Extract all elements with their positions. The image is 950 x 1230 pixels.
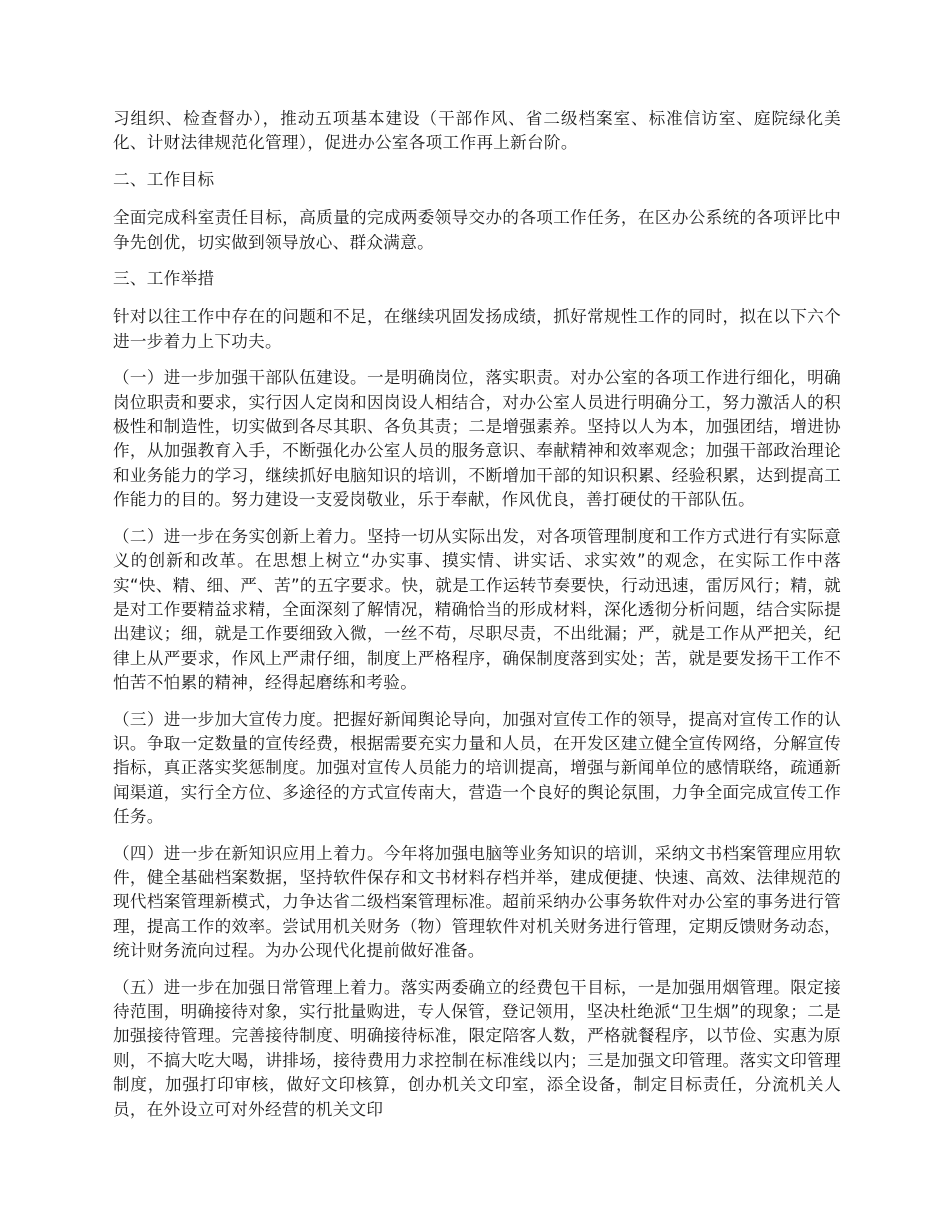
body-paragraph: （一）进一步加强干部队伍建设。一是明确岗位，落实职责。对办公室的各项工作进行细化，明确岗位职责和要求，实行因人定岗和因岗设人相结合，对办公室人员进行明确分工，努力激活人的积极性和制造性，切实做到各尽其职、各负其责；二是增强素养。坚持以人为本，加强团结，增进协作，从加强教育入手，不断强化办公室人员的服务意识、奉献精神和效率观念；加强干部政治理论和业务能力的学习，继续抓好电脑知识的培训，不断增加干部的知识积累、经验积累，达到提高工作能力的目的。努力建设一支爱岗敬业，乐于奉献，作风优良，善打硬仗的干部队伍。 bbox=[113, 368, 841, 510]
body-paragraph: （三）进一步加大宣传力度。把握好新闻舆论导向，加强对宣传工作的领导，提高对宣传工作的认识。争取一定数量的宣传经费，根据需要充实力量和人员，在开发区建立健全宣传网络，分解宣传指标，真正落实奖惩制度。加强对宣传人员能力的培训提高，增强与新闻单位的感情联络，疏通新闻渠道，实行全方位、多途径的方式宣传南大，营造一个良好的舆论氛围，力争全面完成宣传工作任务。 bbox=[113, 709, 841, 827]
body-paragraph: （五）进一步在加强日常管理上着力。落实两委确立的经费包干目标，一是加强用烟管理。限定接待范围，明确接待对象，实行批量购进，专人保管，登记领用，坚决杜绝派“卫生烟”的现象；二是加强接待管理。完善接待制度、明确接待标准，限定陪客人数，严格就餐程序，以节俭、实惠为原则，不搞大吃大喝，讲排场，接待费用力求控制在标准线以内；三是加强文印管理。落实文印管理制度，加强打印审核，做好文印核算，创办机关文印室，添全设备，制定目标责任，分流机关人员，在外设立可对外经营的机关文印 bbox=[113, 977, 841, 1119]
document-body bbox=[113, 107, 841, 1134]
body-paragraph: （二）进一步在务实创新上着力。坚持一切从实际出发，对各项管理制度和工作方式进行有实际意义的创新和改革。在思想上树立“办实事、摸实情、讲实话、求实效”的观念，在实际工作中落实“快、精、细、严、苦”的五字要求。快，就是工作运转节奏要快，行动迅速，雷厉风行；精，就是对工作要精益求精，全面深刻了解情况，精确恰当的形成材料，深化透彻分析问题，结合实际提出建议；细，就是工作要细致入微，一丝不苟，尽职尽责，不出纰漏；严，就是工作从严把关，纪律上从严要求，作风上严肃仔细，制度上严格程序，确保制度落到实处；苦，就是要发扬干工作不怕苦不怕累的精神，经得起磨练和考验。 bbox=[113, 526, 841, 693]
section-heading: 二、工作目标 bbox=[113, 169, 215, 189]
body-paragraph: （四）进一步在新知识应用上着力。今年将加强电脑等业务知识的培训，采纳文书档案管理应用软件，健全基础档案数据，坚持软件保存和文书材料存档并举，建成便捷、快速、高效、法律规范的现代档案管理新模式，力争达省二级档案管理标准。超前采纳办公事务软件对办公室的事务进行管理，提高工作的效率。尝试用机关财务（物）管理软件对机关财务进行管理，定期反馈财务动态，统计财务流向过程。为办公现代化提前做好准备。 bbox=[113, 843, 841, 961]
body-paragraph: 全面完成科室责任目标，高质量的完成两委领导交办的各项工作任务，在区办公系统的各项评比中争先创优，切实做到领导放心、群众满意。 bbox=[113, 208, 841, 252]
section-heading: 三、工作举措 bbox=[113, 269, 215, 289]
body-paragraph: 针对以往工作中存在的问题和不足，在继续巩固发扬成绩，抓好常规性工作的同时，拟在以下六个进一步着力上下功夫。 bbox=[113, 307, 841, 351]
body-paragraph: 习组织、检查督办），推动五项基本建设（干部作风、省二级档案室、标准信访室、庭院绿化美化、计财法律规范化管理），促进办公室各项工作再上新台阶。 bbox=[113, 109, 841, 153]
